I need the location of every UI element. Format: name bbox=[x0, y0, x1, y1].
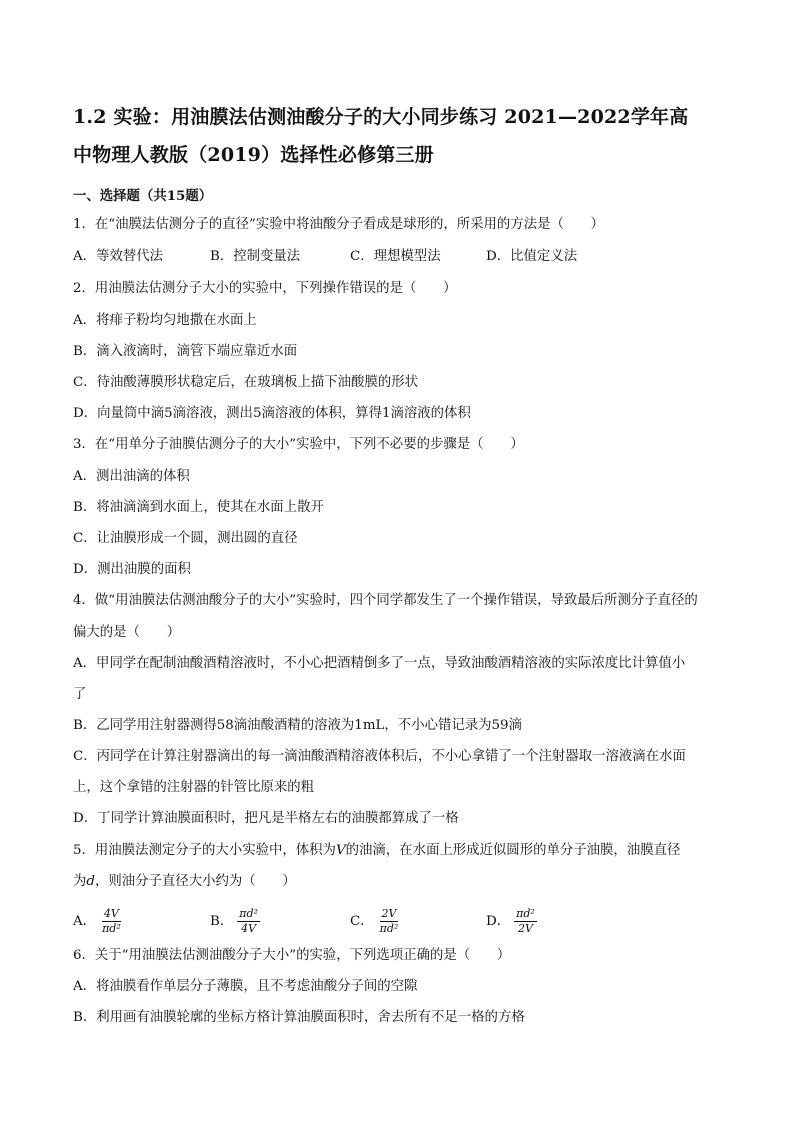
fraction-numerator: πd² bbox=[239, 907, 258, 920]
q5-option-b-fraction bbox=[237, 908, 260, 935]
q4-option-c-line-2: 上，这个拿错的注射器的针管比原来的粗 bbox=[73, 780, 315, 795]
q3-option-b: B．将油滴滴到水面上，使其在水面上散开 bbox=[73, 500, 324, 515]
q3-option-c: C．让油膜形成一个圆，测出圆的直径 bbox=[73, 531, 298, 546]
q5-option-a bbox=[73, 908, 123, 935]
question-4-stem-line-2: 偏大的是（ ） bbox=[73, 625, 181, 640]
fraction-denominator: πd² bbox=[102, 922, 121, 935]
q5-option-a-label: A． bbox=[73, 914, 97, 929]
q5-var-v: V bbox=[335, 843, 346, 858]
q5-stem-part: 的油滴，在水面上形成近似圆形的单分子油膜，油膜直径 bbox=[345, 843, 681, 858]
question-5-options bbox=[73, 902, 713, 938]
q1-option-b: B．控制变量法 bbox=[210, 249, 301, 264]
q1-option-c: C．理想模型法 bbox=[350, 249, 441, 264]
q5-option-c-label: C． bbox=[350, 914, 374, 929]
q2-option-a: A．将痱子粉均匀地撒在水面上 bbox=[73, 313, 257, 328]
question-1-stem: 1．在“油膜法估测分子的直径”实验中将油酸分子看成是球形的，所采用的方法是（ ） bbox=[73, 217, 605, 232]
fraction-numerator: 2V bbox=[381, 907, 397, 920]
q4-option-d: D．丁同学计算油膜面积时，把凡是半格左右的油膜都算成了一格 bbox=[73, 811, 459, 826]
q3-option-a: A．测出油滴的体积 bbox=[73, 469, 190, 484]
q4-option-c-line-1: C．丙同学在计算注射器滴出的每一滴油酸酒精溶液体积后，不小心拿错了一个注射器取一溶液滴在水面 bbox=[73, 749, 686, 764]
document-title-line-2: 中物理人教版（2019）选择性必修第三册 bbox=[73, 144, 434, 166]
q4-option-b: B．乙同学用注射器测得58滴油酸酒精的溶液为1mL，不小心错记录为59滴 bbox=[73, 718, 522, 733]
fraction-numerator: πd² bbox=[516, 907, 535, 920]
question-6-stem: 6．关于“用油膜法估测油酸分子大小”的实验，下列选项正确的是（ ） bbox=[73, 948, 511, 963]
q5-option-b-label: B． bbox=[210, 914, 234, 929]
question-2-stem: 2．用油膜法估测分子大小的实验中，下列操作错误的是（ ） bbox=[73, 281, 457, 296]
question-4-stem-line-1: 4．做“用油膜法估测油酸分子的大小”实验时，四个同学都发生了一个操作错误，导致最后所测分子直径的 bbox=[73, 593, 698, 608]
q2-option-b: B．滴入液滴时，滴管下端应靠近水面 bbox=[73, 344, 298, 359]
q5-option-c bbox=[350, 908, 400, 935]
q3-option-d: D．测出油膜的面积 bbox=[73, 562, 191, 577]
section-heading: 一、选择题（共15题） bbox=[73, 188, 213, 204]
fraction-denominator: 4V bbox=[241, 922, 257, 935]
fraction-numerator: 4V bbox=[103, 907, 119, 920]
q5-option-d bbox=[486, 908, 537, 935]
q6-option-a: A．将油膜看作单层分子薄膜，且不考虑油酸分子间的空隙 bbox=[73, 979, 418, 994]
q4-option-a-line-2: 了 bbox=[73, 687, 87, 702]
q5-stem-part: ，则油分子直径大小约为（ ） bbox=[94, 874, 296, 889]
q1-option-a: A．等效替代法 bbox=[73, 249, 164, 264]
q6-option-b: B．利用画有油膜轮廓的坐标方格计算油膜面积时，舍去所有不足一格的方格 bbox=[73, 1010, 525, 1025]
question-5-stem-line-2 bbox=[73, 872, 296, 892]
q2-option-d: D．向量筒中滴5滴溶液，测出5滴溶液的体积，算得1滴溶液的体积 bbox=[73, 406, 471, 421]
q5-option-d-fraction bbox=[514, 908, 537, 935]
fraction-denominator: 2V bbox=[518, 922, 533, 935]
q5-option-a-fraction bbox=[100, 908, 123, 935]
document-title-line-1: 1.2 实验：用油膜法估测油酸分子的大小同步练习 2021—2022学年高 bbox=[73, 106, 689, 128]
q5-option-d-label: D． bbox=[486, 914, 511, 929]
q1-option-d: D．比值定义法 bbox=[486, 249, 578, 264]
q2-option-c: C．待油酸薄膜形状稳定后，在玻璃板上描下油酸膜的形状 bbox=[73, 375, 419, 390]
q5-stem-part: 5．用油膜法测定分子的大小实验中，体积为 bbox=[73, 843, 336, 858]
question-5-stem-line-1 bbox=[73, 841, 680, 861]
q5-stem-part: 为 bbox=[73, 874, 87, 889]
q5-option-b bbox=[210, 908, 260, 935]
fraction-denominator: πd² bbox=[379, 922, 399, 935]
question-3-stem: 3．在“用单分子油膜估测分子的大小”实验中，下列不必要的步骤是（ ） bbox=[73, 437, 524, 452]
q5-var-d: d bbox=[86, 874, 95, 889]
q5-option-c-fraction bbox=[378, 908, 401, 935]
q4-option-a-line-1: A．甲同学在配制油酸酒精溶液时，不小心把酒精倒多了一点，导致油酸酒精溶液的实际浓度比计算值小 bbox=[73, 656, 686, 671]
